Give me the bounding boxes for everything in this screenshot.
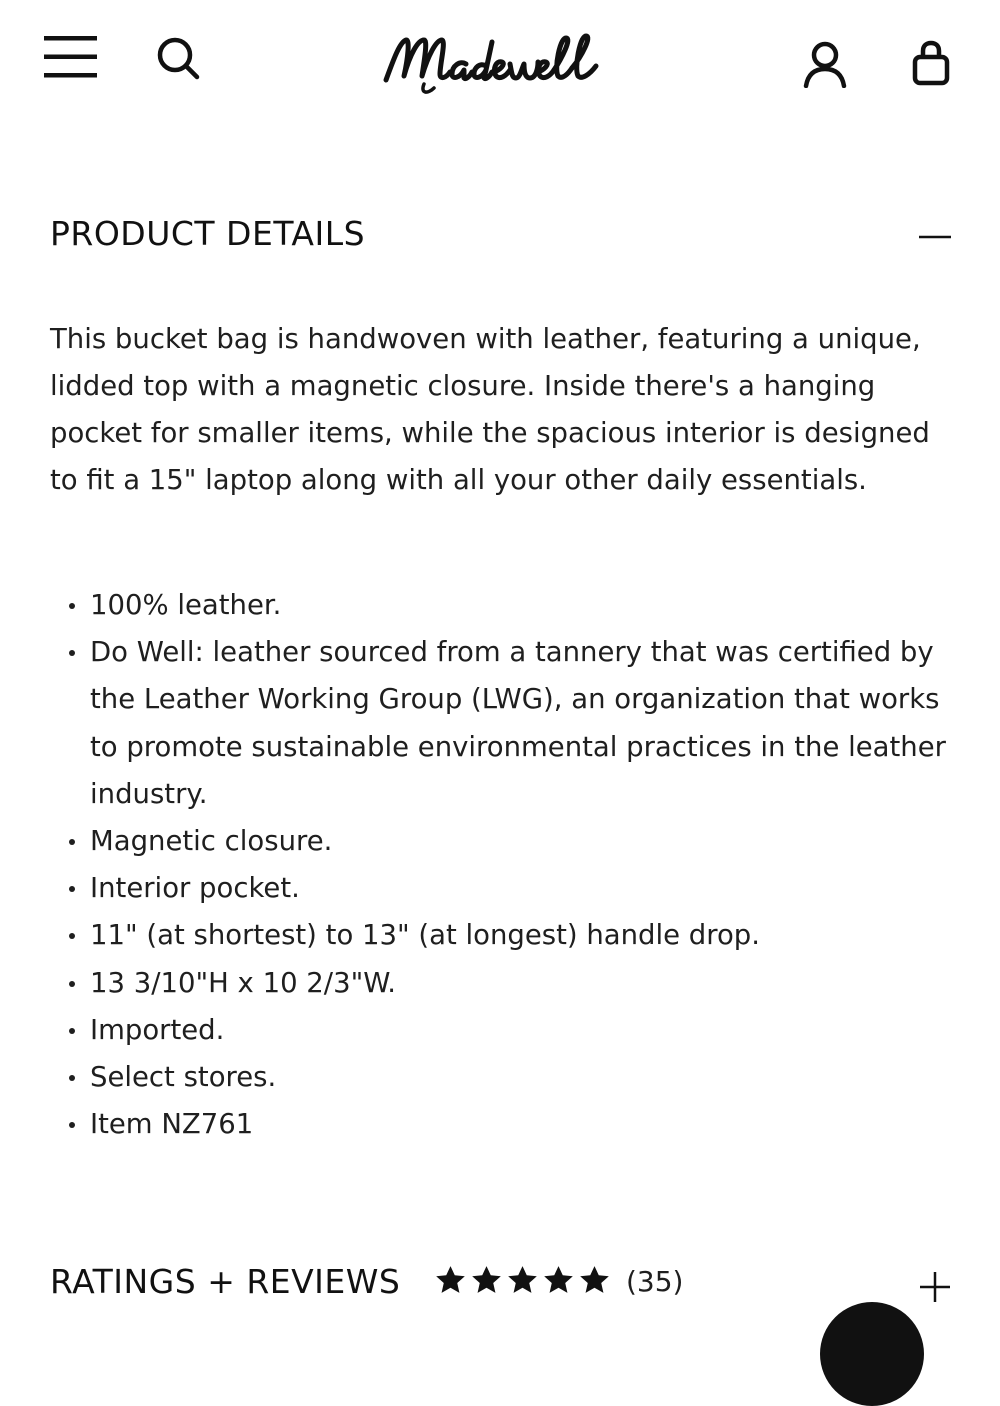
star-icon [542,1264,575,1297]
star-icon [434,1264,467,1297]
collapse-icon[interactable] [919,226,951,246]
site-header [0,0,1000,120]
bullet-icon [69,603,75,609]
product-description: This bucket bag is handwoven with leather, featuring a unique, lidded top with a magnetic closure. Inside there's a hanging pocket for smaller items, while the spacious interior is designed to fit a 15" laptop along with all your other daily essentials. [50,323,930,496]
list-item [60,960,955,1007]
product-details-list [60,582,955,1148]
list-item-text: 13 3/10"H x 10 2/3"W. [90,966,396,999]
expand-icon[interactable] [918,1270,952,1304]
review-count[interactable]: (35) [626,1265,684,1298]
star-icon [470,1264,503,1297]
list-item-text: Magnetic closure. [90,825,333,858]
list-item-text: Select stores. [90,1061,277,1094]
list-item [60,865,955,912]
bullet-icon [69,933,75,939]
list-item [60,912,955,959]
bag-icon[interactable] [912,40,950,86]
bullet-icon [69,981,75,987]
product-details-heading[interactable]: PRODUCT DETAILS [50,214,366,253]
list-item-text: 100% leather. [90,589,282,621]
list-item-text: Item NZ761 [90,1108,254,1141]
list-item [60,818,955,865]
list-item [60,1101,955,1148]
menu-icon[interactable] [44,36,97,78]
brand-logo[interactable] [380,28,620,98]
bullet-icon [69,650,75,656]
list-item [60,629,955,818]
chat-button[interactable] [820,1302,924,1406]
list-item-text: Interior pocket. [90,872,300,905]
bullet-icon [69,839,75,845]
bullet-icon [69,1028,75,1034]
star-icon [578,1264,611,1297]
list-item [60,1054,955,1101]
bullet-icon [69,1122,75,1128]
account-icon[interactable] [803,40,847,88]
bullet-icon [69,886,75,892]
list-item-text: 11" (at shortest) to 13" (at longest) handle drop. [90,919,760,952]
star-icon [506,1264,539,1297]
ratings-reviews-heading[interactable]: RATINGS + REVIEWS [50,1262,401,1301]
star-rating[interactable] [434,1264,611,1298]
list-item [60,1007,955,1054]
list-item-text: Imported. [90,1013,225,1046]
search-icon[interactable] [156,36,200,80]
list-item-text: Do Well: leather sourced from a tannery that was certified by the Leather Working Group (LWG), an organization that works to promote sustainable environmental practices in the leather industry. [90,636,946,810]
bullet-icon [69,1075,75,1081]
list-item [60,582,955,629]
